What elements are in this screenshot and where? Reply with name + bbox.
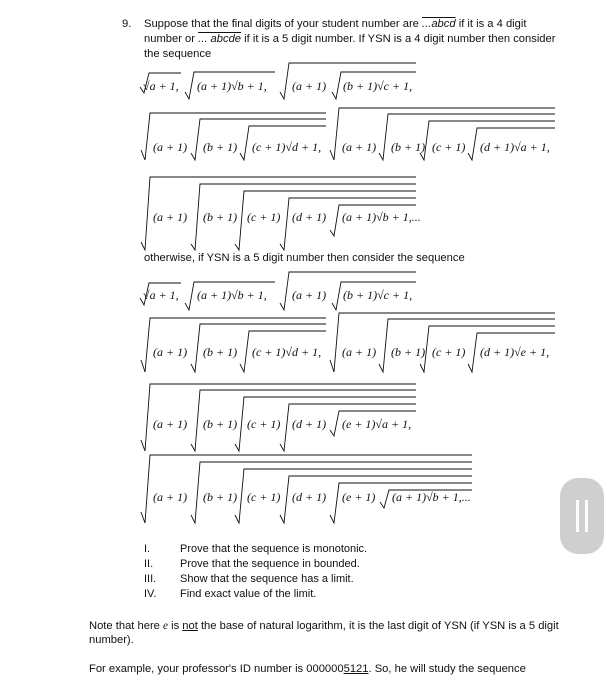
pause-bar-left [576,500,579,532]
note-e: e [163,620,168,632]
task-number: I. [144,543,151,555]
text-segment: is [167,620,183,632]
seq5-term-7d: (d + 1) [292,490,327,504]
seq5-term-2: (a + 1)√b + 1, [197,288,267,302]
seq5-term-6a: (a + 1) [153,417,188,431]
note-line-2: number). [89,634,134,646]
task-number: III. [144,573,157,585]
task-item [144,572,156,587]
task-number: IV. [144,588,157,600]
seq5-term-4c: (c + 1)√d + 1, [252,345,322,359]
task-text: Find exact value of the limit. [180,588,317,600]
text-segment: Suppose that the final digits of your student number are [144,18,422,30]
seq5-term-5c: (c + 1) [432,345,466,359]
seq4-term-3b: (b + 1)√c + 1, [343,79,413,93]
seq5-term-7b: (b + 1) [203,490,238,504]
digits-abcde: ... abcde [198,33,242,45]
seq4-term-6c: (c + 1) [247,210,281,224]
seq4-term-6b: (b + 1) [203,210,238,224]
seq5-term-7a: (a + 1) [153,490,188,504]
seq5-term-6c: (c + 1) [247,417,281,431]
seq5-term-7e: (e + 1) [342,490,376,504]
task-item [144,557,153,572]
seq5-term-5b: (b + 1) [391,345,426,359]
task-item [144,542,150,557]
seq4-term-1: √a + 1, [143,79,179,93]
seq4-term-6e: (a + 1)√b + 1,... [342,210,421,224]
seq5-term-7f: (a + 1)√b + 1,... [392,490,471,504]
seq4-term-5b: (b + 1) [391,140,426,154]
task-text: Prove that the sequence in bounded. [180,558,360,570]
seq4-term-5a: (a + 1) [342,140,377,154]
digits-abcd: ...abcd [422,18,456,30]
note-not: not [182,620,198,632]
seq5-term-6d: (d + 1) [292,417,327,431]
task-text: Show that the sequence has a limit. [180,573,354,585]
text-segment: Note that here [89,620,164,632]
seq5-term-6b: (b + 1) [203,417,238,431]
seq5-term-4a: (a + 1) [153,345,188,359]
seq5-term-6e: (e + 1)√a + 1, [342,417,412,431]
id-digits: 5121 [343,663,369,675]
seq5-term-3b: (b + 1)√c + 1, [343,288,413,302]
text-segment: . So, he will study the sequence [368,663,526,675]
seq4-term-6d: (d + 1) [292,210,327,224]
problem-line-3: the sequence [144,48,212,60]
text-segment: if it is a 4 digit [455,18,527,30]
otherwise-line: otherwise, if YSN is a 5 digit number then consider the sequence [144,252,465,264]
pause-bar-right [585,500,588,532]
seq4-term-3a: (a + 1) [292,79,327,93]
task-number: II. [144,558,154,570]
seq4-term-4b: (b + 1) [203,140,238,154]
seq4-term-2: (a + 1)√b + 1, [197,79,267,93]
text-segment: number or [144,33,199,45]
problem-number: 9. [122,18,132,30]
seq4-term-5d: (d + 1)√a + 1, [480,140,550,154]
seq5-term-1: √a + 1, [143,288,179,302]
text-segment: the base of natural logarithm, it is the last digit of YSN (if YSN is a 5 digit [197,620,559,632]
task-item [144,587,156,602]
seq4-term-4a: (a + 1) [153,140,188,154]
note-line-1 [89,619,559,633]
text-segment: For example, your professor's ID number is 000000 [89,663,344,675]
text-segment: if it is a 5 digit number. If YSN is a 4 digit number then consider [241,33,556,45]
seq5-term-5a: (a + 1) [342,345,377,359]
seq4-term-5c: (c + 1) [432,140,466,154]
example-line [89,662,526,676]
seq5-term-3a: (a + 1) [292,288,327,302]
seq5-term-4b: (b + 1) [203,345,238,359]
seq5-term-5d: (d + 1)√e + 1, [480,345,550,359]
seq4-term-6a: (a + 1) [153,210,188,224]
pause-icon[interactable] [560,478,604,554]
seq5-term-7c: (c + 1) [247,490,281,504]
task-text: Prove that the sequence is monotonic. [180,543,368,555]
seq4-term-4c: (c + 1)√d + 1, [252,140,322,154]
